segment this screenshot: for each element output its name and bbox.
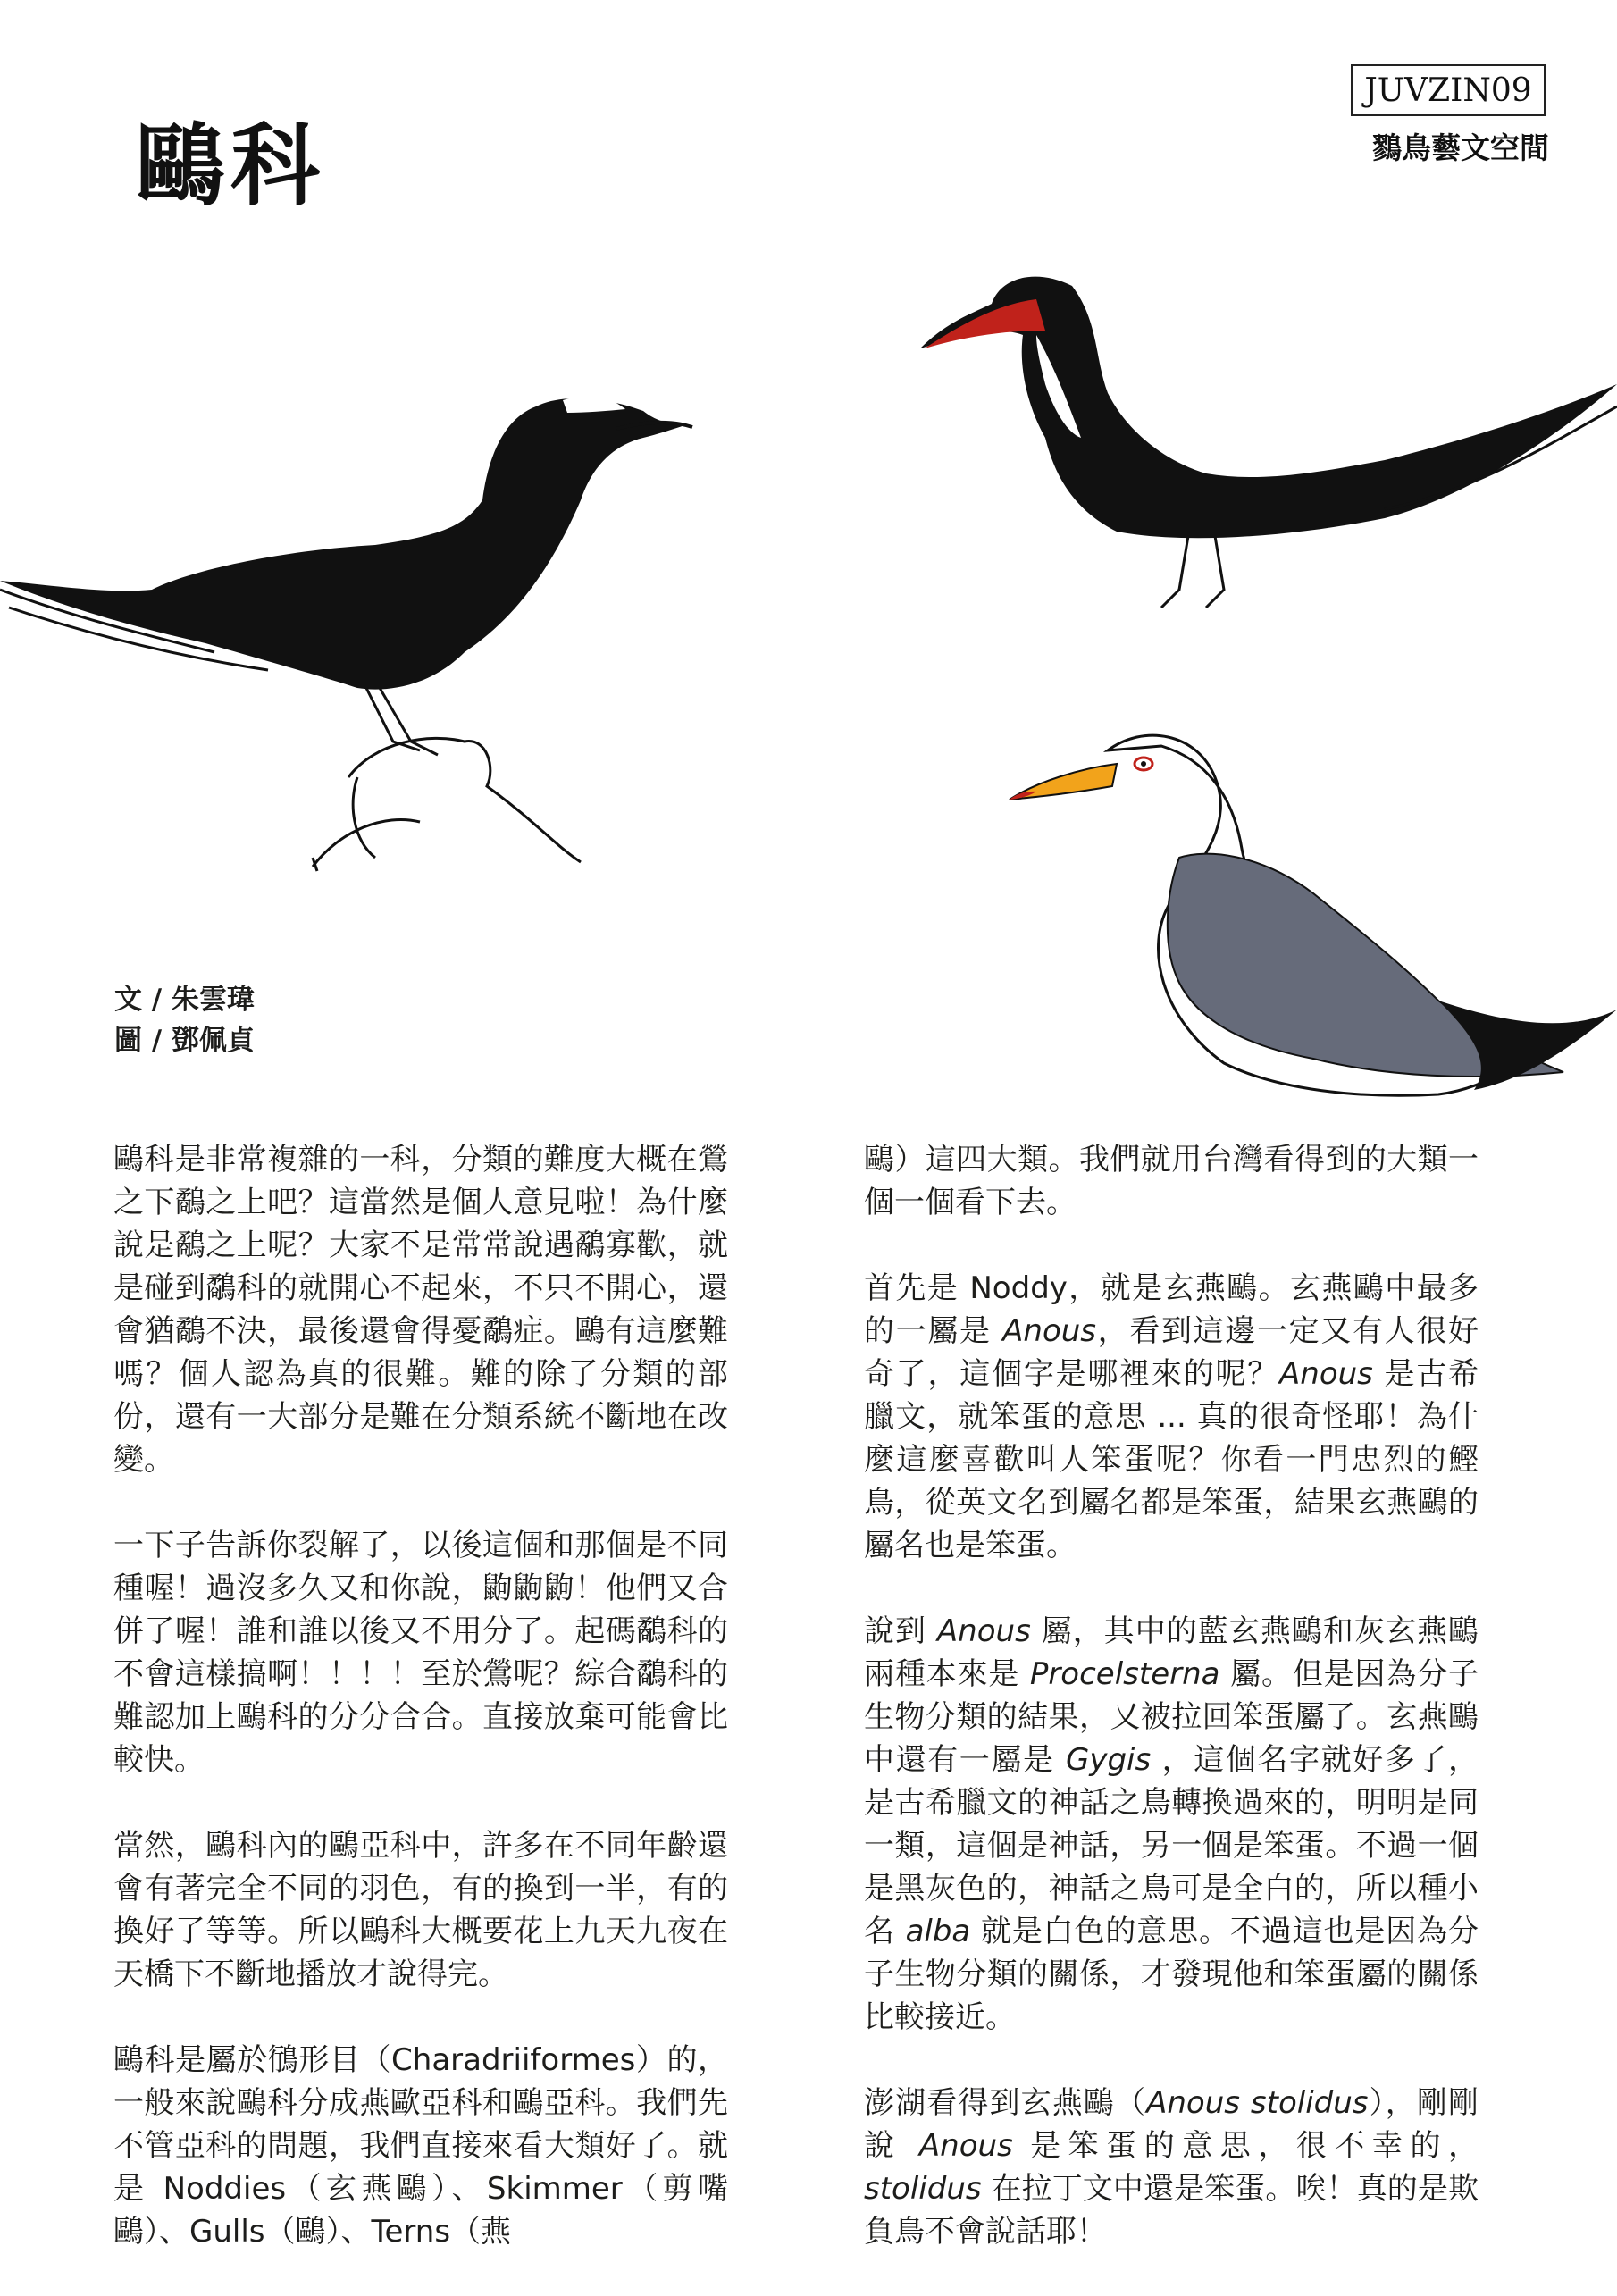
scientific-name: Anous stolidus: [1146, 2085, 1369, 2121]
rock-outline: [313, 738, 581, 867]
skimmer-leg-left: [1161, 536, 1188, 608]
skimmer-leg-right: [1206, 536, 1224, 608]
genus-name: Anous: [1279, 1356, 1373, 1392]
paragraph: 鷗科是屬於鴴形目（Charadriiformes）的，一般來說鷗科分成燕歐亞科和鷗亞科。我們先不管亞科的問題，我們直接來看大類好了。就是 Noddies（玄燕鷗）、Skimmer（剪嘴鷗）、Gulls（鷗）、Terns（燕: [113, 2042, 728, 2250]
page-title: 鷗科: [136, 113, 325, 218]
species-name: alba: [905, 1914, 971, 1949]
author-credit: 文 / 朱雲瑋: [114, 984, 255, 1016]
magazine-code: JUVZIN09: [1364, 71, 1532, 109]
paragraph: 一下子告訴你裂解了，以後這個和那個是不同種喔！過沒多久又和你說，鼩鼩鼩！他們又合併了喔！誰和誰以後又不用分了。起碼鷸科的不會這樣搞啊！！！！至於鶯呢？綜合鷸科的難認加上鷗科的分分合合。直接放棄可能會比較快。: [113, 1528, 728, 1778]
gull-illustration: [938, 697, 1617, 1117]
paragraph: 鷗科是非常複雜的一科，分類的難度大概在鶯之下鷸之上吧？這當然是個人意見啦！為什麼說是鷸之上呢？大家不是常常說遇鷸寡歡，就是碰到鷸科的就開心不起來，不只不開心，還會猶鷸不決，最後還會得憂鷸症。鷗有這麼難嗎？個人認為真的很難。難的除了分類的部份，還有一大部分是難在分類系統不斷地在改變。: [113, 1142, 728, 1478]
genus-name: Procelsterna: [1029, 1656, 1220, 1692]
genus-name: Anous: [936, 1613, 1031, 1649]
paragraph: 澎湖看得到玄燕鷗（Anous stolidus），剛剛說 Anous 是笨蛋的意思，很不幸的，stolidus 在拉丁文中還是笨蛋。唉！真的是欺負鳥不會說話耶！: [864, 2085, 1479, 2250]
paragraph: 說到 Anous 屬，其中的藍玄燕鷗和灰玄燕鷗兩種本來是 Procelsterna 屬。但是因為分子生物分類的結果，又被拉回笨蛋屬了。玄燕鷗中還有一屬是 Gygis ，這個名字就好多了，是古希臘文的神話之鳥轉換過來的，明明是同一類，這個是神話，另一個是笨蛋。不過一個是黑灰色的，神話之鳥可是全白的，所以種小名 alba 就是白色的意思。不過這也是因為分子生物分類的關係，才發現他和笨蛋屬的關係比較接近。: [864, 1613, 1479, 2035]
paragraph: 首先是 Noddy，就是玄燕鷗。玄燕鷗中最多的一屬是 Anous，看到這邊一定又有人很好奇了，這個字是哪裡來的呢？Anous 是古希臘文，就笨蛋的意思 ... 真的很奇怪耶！為什麼這麼喜歡叫人笨蛋呢？你看一門忠烈的鰹鳥，從英文名到屬名都是笨蛋，結果玄燕鷗的屬名也是笨蛋。: [864, 1270, 1479, 1563]
credits: [114, 979, 255, 1061]
article-column-left: [113, 1138, 728, 2296]
genus-name: Anous: [918, 2128, 1013, 2164]
paragraph: 鷗）這四大類。我們就用台灣看得到的大類一個一個看下去。: [864, 1142, 1479, 1220]
genus-name: Anous: [1002, 1313, 1097, 1349]
species-name: stolidus: [864, 2171, 982, 2207]
brand-name: 鷚鳥藝文空間: [1372, 130, 1549, 165]
noddy-leg-right: [380, 688, 438, 755]
paragraph: 當然，鷗科內的鷗亞科中，許多在不同年齡還會有著完全不同的羽色，有的換到一半，有的換好了等等。所以鷗科大概要花上九天九夜在天橋下不斷地播放才說得完。: [113, 1828, 728, 1992]
illustrator-credit: 圖 / 鄧佩貞: [114, 1025, 255, 1057]
noddy-body: [0, 398, 688, 690]
genus-name: Gygis: [1066, 1742, 1152, 1778]
black-skimmer-illustration: [920, 250, 1617, 661]
article-column-right: [864, 1138, 1479, 2296]
magazine-code-box: [1351, 64, 1546, 116]
black-noddy-illustration: [0, 357, 706, 876]
